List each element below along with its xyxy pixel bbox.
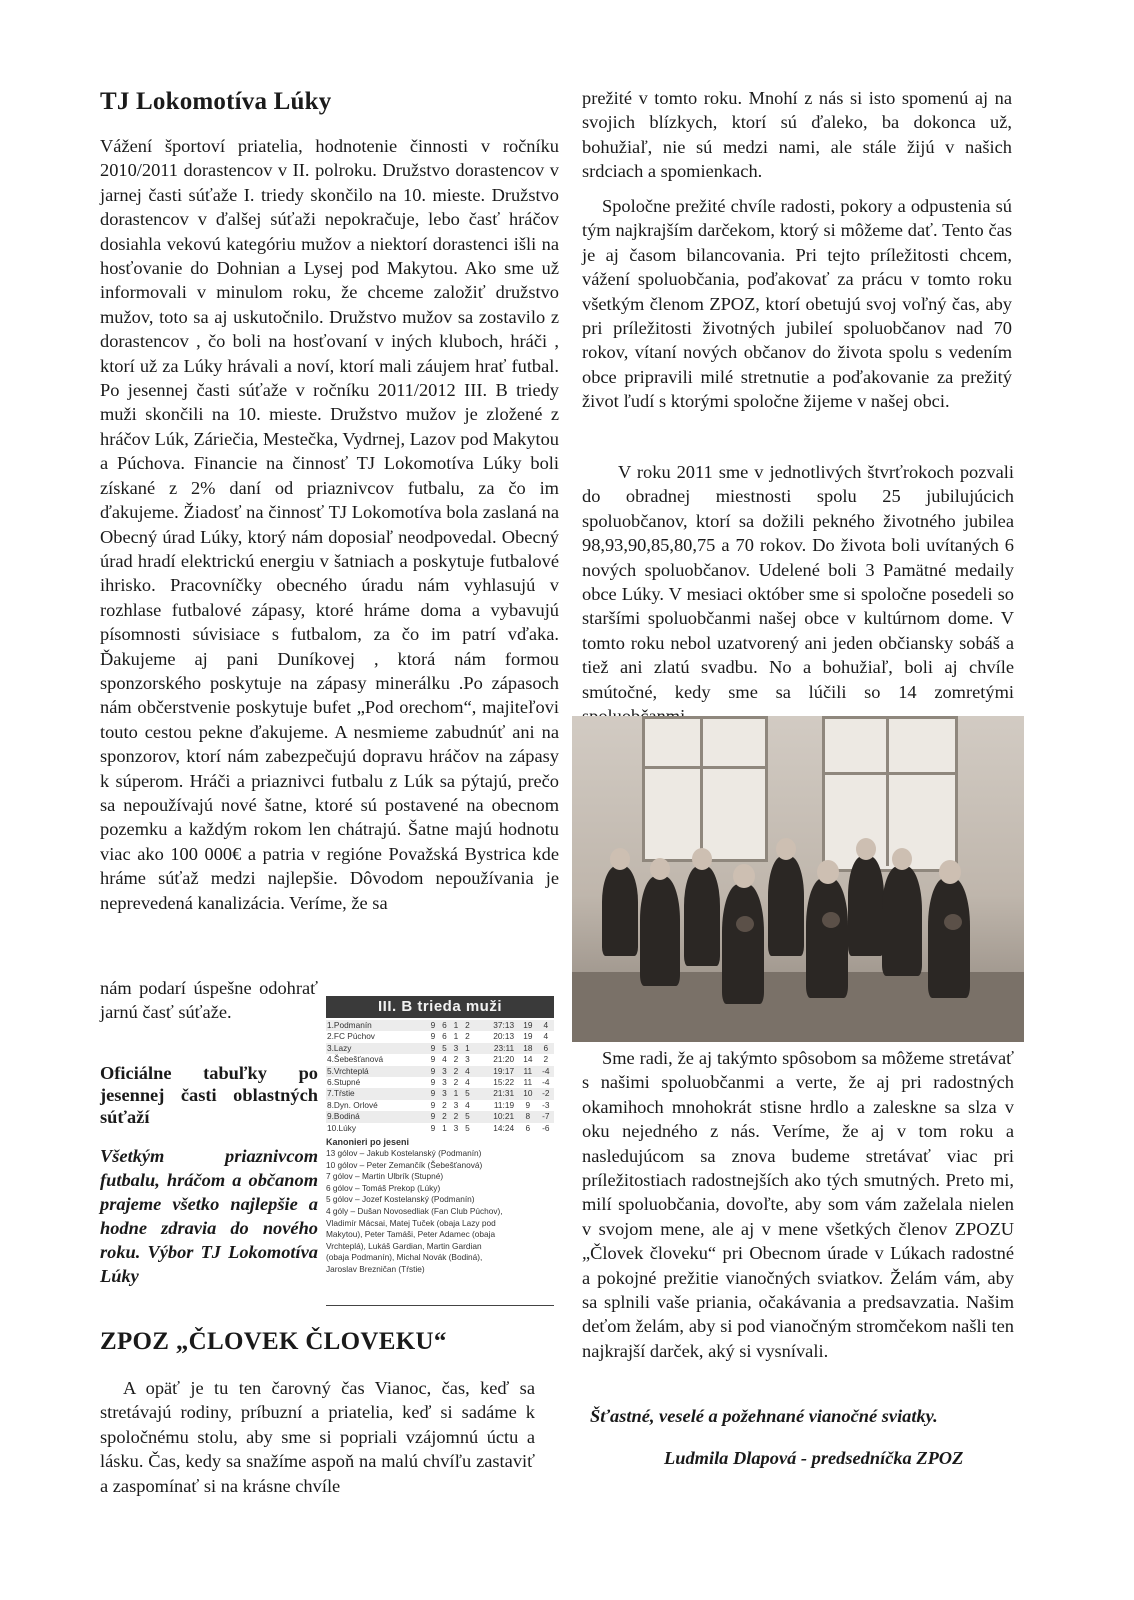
goal-score: 21:20 [493, 1054, 515, 1065]
photo-head [650, 858, 670, 880]
photo-window-right [822, 716, 958, 872]
scorer-line: Makytou), Peter Tamáši, Peter Adamec (obaja [326, 1229, 496, 1240]
standings-row [326, 1077, 554, 1088]
sport-article-paragraph: Vážení športoví priatelia, hodnotenie činnosti v ročníku 2010/2011 dorastencov v II. polroku. Družstvo dorastencov v jarnej časti súťaže I. triedy skončilo na 10. mieste. Družstvo dorastencov v ďalšej súťaži nepokračuje, lebo časť hráčov dosiahla vekovú kategóriu mužov a niektorí dorastenci išli na hosťovanie do Dohnian a Lysej pod Makytou. Ako sme už informovali v minulom roku, že chceme založiť družstvo mužov, toto sa aj uskutočnilo. Družstvo mužov sa zostavilo z dorastencov , čo boli na hosťovaní v iných kluboch, hráči , ktorí už za Lúky hrávali a noví, ktorí mali záujem hrať futbal. Po jesennej časti súťaže v ročníku 2011/2012 III. B triedy muži skončili na 10. mieste. Družstvo mužov je zložené z hráčov Lúk, Záriečia, Mestečka, Vydrnej, Lazov pod Makytou a Púchova. Financie na činnosť TJ Lokomotíva Lúky boli získané z 2% daní od priaznivcov futbalu, za čo im ďakujeme. Žiadosť na činnosť TJ Lokomotíva bola zaslaná na Obecný úrad Lúky, ktorý nám doposiaľ neodpovedal. Obecný úrad hradí elektrickú energiu v šatniach a poskytuje futbalové ihrisko. Pracovníčky obecného úradu nám vyhlasujú v rozhlase futbalové zápasy, ktoré hráme doma a vybavujú písomnosti súvisiace s futbalom, za čo im patrí vďaka. Ďakujeme aj pani Duníkovej , ktorá nám formou sponzorského poskytuje na zápasy minerálku .Po zápasoch nám občerstvenie poskytuje bufet „Pod orechom“, majiteľovi touto cestou pekne ďakujeme. A nesmieme zabudnúť ani na sponzorov, ktorí nám zabezpečujú dopravu hráčov na zápasy k súperom. Hráči a priaznivci futbalu z Lúk sa pýtajú, prečo sa nepoužívajú nové šatne, ktoré sú postavené na obecnom pozemku a každým rokom len chátrajú. Šatne majú hodnotu viac ako 100 000€ a patria v regióne Považská Bystrica kde hráme súťaž medzi najlepšie. Dôvodom nepoužívania je neprevedená kanalizácia. Veríme, že sa [100, 136, 559, 913]
photo-head [692, 848, 712, 870]
photo-head [856, 838, 876, 860]
standings-row [326, 1031, 554, 1042]
standings-row [326, 1100, 554, 1111]
league-table-title: III. B trieda muži [326, 996, 554, 1018]
point-difference: -6 [542, 1122, 550, 1133]
draws: 1 [450, 1088, 462, 1099]
photo-bouquet [944, 914, 962, 930]
matches-played: 9 [427, 1111, 439, 1122]
photo-window-transom [642, 766, 768, 769]
wins: 6 [439, 1020, 451, 1031]
photo-window-mullion [886, 716, 889, 866]
points: 8 [518, 1111, 538, 1122]
matches-played: 9 [430, 1031, 436, 1042]
wins: 2 [439, 1111, 451, 1122]
point-difference: -2 [538, 1088, 554, 1099]
matches-played: 9 [430, 1099, 436, 1110]
zpoz-paragraph-2 [582, 194, 1012, 414]
points: 18 [518, 1043, 538, 1054]
point-difference: 4 [538, 1020, 554, 1031]
losses: 4 [462, 1066, 474, 1077]
wins: 3 [442, 1077, 447, 1088]
photo-head [733, 864, 755, 888]
team-name: 8.Dyn. Orlové [327, 1099, 378, 1110]
photo-window-transom [822, 772, 958, 775]
points: 9 [525, 1099, 531, 1110]
scorer-line: (obaja Podmanín), Michal Novák (Bodiná), [326, 1252, 483, 1263]
photo-bouquet [822, 912, 840, 928]
matches-played: 9 [430, 1122, 436, 1133]
team-name: 7.Tŕstie [326, 1088, 427, 1099]
scorer-line: 6 gólov – Tomáš Prekop (Lúky) [326, 1182, 441, 1193]
scorer-line: 4 góly – Dušan Novosedliak (Fan Club Púchov), [326, 1206, 503, 1217]
points: 10 [518, 1088, 538, 1099]
points: 14 [523, 1054, 533, 1065]
zpoz-paragraph-1: A opäť je tu ten čarovný čas Vianoc, čas, keď sa stretávajú rodiny, príbuzní a priatelia, keď si sadáme k spoločnému stolu, aby sme si popriali vzájomnú úctu a lásku. Čas, kedy sa snažíme aspoň na malú chvíľu zastaviť a zaspomínať si na krásne chvíle [100, 1378, 535, 1496]
photo-person [928, 878, 970, 998]
losses: 5 [462, 1088, 474, 1099]
top-scorers-title: Kanonieri po jeseni [326, 1137, 410, 1148]
team-name: 3.Lazy [326, 1043, 427, 1054]
zpoz-paragraph-3 [582, 460, 1014, 728]
matches-played: 9 [427, 1020, 439, 1031]
wins: 3 [439, 1088, 451, 1099]
standings-row [326, 1123, 554, 1134]
team-name: 9.Bodiná [326, 1111, 427, 1122]
losses: 4 [465, 1077, 470, 1088]
draws: 2 [453, 1054, 459, 1065]
team-name: 6.Stupné [327, 1077, 361, 1088]
clipping-divider [326, 1305, 554, 1306]
points: 19 [523, 1031, 533, 1042]
standings-row [326, 1111, 554, 1122]
scorer-line: 7 gólov – Martin Ulbrík (Stupné) [326, 1171, 444, 1182]
zpoz-article-intro [100, 1376, 535, 1498]
draws: 1 [453, 1031, 459, 1042]
photo-window-mullion [700, 716, 703, 856]
points: 6 [525, 1122, 531, 1133]
point-difference: -7 [538, 1111, 554, 1122]
standings-row [326, 1054, 554, 1065]
photo-window-left [642, 716, 768, 862]
team-name: 5.Vrchteplá [326, 1066, 427, 1077]
scorer-line: 10 gólov – Peter Zemančík (Šebešťanová) [326, 1159, 483, 1170]
point-difference: 6 [538, 1043, 554, 1054]
club-wishes: Všetkým priaznivcom futbalu, hráčom a občanom prajeme všetko najlepšie a hodne zdravia do nového roku. Výbor TJ Lokomotíva Lúky [100, 1146, 318, 1286]
point-difference: -4 [542, 1077, 550, 1088]
standings-row [326, 1043, 554, 1054]
goal-score: 19:17 [473, 1066, 518, 1077]
scorer-line: 5 gólov – Jozef Kostelanský (Podmanín) [326, 1194, 475, 1205]
sport-article-ending [100, 976, 318, 1025]
wins: 6 [442, 1031, 447, 1042]
standings-row [326, 1066, 554, 1077]
wins: 3 [439, 1066, 451, 1077]
wins: 5 [439, 1043, 451, 1054]
sport-article-title: TJ Lokomotíva Lúky [100, 88, 332, 115]
photo-person [768, 856, 804, 956]
zpoz-paragraph-3-text: V roku 2011 sme v jednotlivých štvrťrokoch pozvali do obradnej miestnosti spolu 25 jubilujúcich spoluobčanov, ktorí sa dožili pekného životného jubilea 98,93,90,85,80,75 a 70 rokov. Do života boli uvítaných 6 nových spoluobčanov. Udelené boli 3 Pamätné medaily obce Lúky. V mesiaci október sme si spoločne posedeli so staršími spoluobčanmi našej obce v kultúrnom dome. V tomto roku nebol uzatvorený ani jeden občiansky sobáš a tiež ani zlatú svadbu. No a bohužiaľ, boli aj chvíle smútočné, kedy sme sa lúčili so 14 zomretými [582, 462, 1014, 702]
group-photo [572, 716, 1024, 1042]
point-difference: -3 [542, 1099, 550, 1110]
photo-head [776, 838, 796, 860]
goal-score: 10:21 [473, 1111, 518, 1122]
point-difference: 2 [543, 1054, 549, 1065]
photo-head [939, 860, 961, 884]
photo-head [610, 848, 630, 870]
photo-person [602, 866, 638, 956]
scorer-line: Jaroslav Brezničan (Tŕstie) [326, 1264, 425, 1274]
draws: 3 [453, 1099, 459, 1110]
zpoz-paragraph-4 [582, 1046, 1014, 1363]
christmas-greeting: Šťastné, veselé a požehnané vianočné sviatky. [590, 1406, 938, 1426]
photo-person [882, 866, 922, 976]
team-name: 4.Šebešťanová [327, 1054, 384, 1065]
zpoz-article-title: ZPOZ „ČLOVEK ČLOVEKU“ [100, 1328, 447, 1355]
losses: 2 [465, 1031, 470, 1042]
goal-score: 23:11 [473, 1043, 518, 1054]
photo-head [892, 848, 912, 870]
losses: 4 [465, 1099, 470, 1110]
goal-score: 15:22 [493, 1077, 515, 1088]
author-signature: Ludmila Dlapová - predsedníčka ZPOZ [664, 1448, 964, 1468]
matches-played: 9 [430, 1077, 436, 1088]
losses: 1 [462, 1043, 474, 1054]
league-table-clipping [326, 996, 554, 1306]
photo-person [640, 876, 680, 986]
photo-bouquet [736, 916, 754, 932]
zpoz-paragraph-1-continued [582, 86, 1012, 184]
zpoz-paragraph-1-cont-text: prežité v tomto roku. Mnohí z nás si isto spomenú aj na svojich blízkych, ktorí sú ďaleko, ba dokonca už, bohužiaľ, nie sú medzi nami, ale stále žijú v našich srdciach a spomienkach. [582, 88, 1012, 182]
wins: 4 [442, 1054, 447, 1065]
losses: 5 [462, 1111, 474, 1122]
points: 11 [523, 1077, 533, 1088]
point-difference: 4 [543, 1031, 549, 1042]
wins: 1 [442, 1122, 447, 1133]
wins: 2 [442, 1099, 447, 1110]
points: 11 [518, 1066, 538, 1077]
zpoz-paragraph-2-text: Spoločne prežité chvíle radosti, pokory a odpustenia sú tým najkrajším darčekom, ktorý si môžeme dať. Tento čas je aj časom bilancovania. Pri tejto príležitosti chcem, vážení spoluobčania, poďakovať za prácu v tomto roku všetkým členom ZPOZ, ktorí obetujú svoj voľný čas, aby pri príležitosti životných jubileí spoluobčanov nad 70 rokov, vítaní nových občanov do života spolu s vedením obce pripravili milé stretnutie a poďakovanie za prežitý život ľudí s ktorými spoločne žijeme v našej obci. [582, 196, 1012, 412]
goal-score: 20:13 [493, 1031, 515, 1042]
team-name: 2.FC Púchov [327, 1031, 375, 1042]
goal-score: 11:19 [493, 1099, 515, 1110]
photo-person [806, 878, 848, 998]
matches-played: 9 [430, 1054, 436, 1065]
team-name: 1.Podmanín [326, 1020, 427, 1031]
matches-played: 9 [427, 1088, 439, 1099]
photo-person [684, 866, 720, 966]
sport-article-paragraph-end: nám podarí úspešne odohrať jarnú časť súťaže. [100, 978, 318, 1023]
standings-row [326, 1088, 554, 1099]
photo-person [848, 856, 884, 956]
team-name: 10.Lúky [327, 1122, 357, 1133]
scorer-line: 13 gólov – Jakub Kostelanský (Podmanín) [326, 1148, 482, 1159]
draws: 3 [453, 1122, 459, 1133]
point-difference: -4 [538, 1066, 554, 1077]
matches-played: 9 [427, 1066, 439, 1077]
draws: 2 [450, 1111, 462, 1122]
losses: 2 [462, 1020, 474, 1031]
league-standings-table [326, 1020, 554, 1134]
draws: 1 [450, 1020, 462, 1031]
scorer-line: Vladimír Mácsai, Matej Tuček (obaja Lazy pod [326, 1217, 496, 1228]
draws: 2 [450, 1066, 462, 1077]
photo-person [722, 884, 764, 1004]
goal-score: 14:24 [493, 1122, 515, 1133]
losses: 5 [465, 1122, 470, 1133]
official-tables-heading: Oficiálne tabuľky po jesennej časti oblastných súťaží [100, 1063, 318, 1127]
scorer-line: Vrchteplá), Lukáš Gardian, Martin Gardian [326, 1240, 482, 1251]
top-scorers-list [326, 1148, 554, 1276]
draws: 2 [453, 1077, 459, 1088]
draws: 3 [450, 1043, 462, 1054]
sport-article-body [100, 134, 559, 915]
losses: 3 [465, 1054, 470, 1065]
standings-row [326, 1020, 554, 1031]
matches-played: 9 [427, 1043, 439, 1054]
zpoz-paragraph-4-text: Sme radi, že aj takýmto spôsobom sa môžeme stretávať s našimi spoluobčanmi a verte, že aj pri radostných okamihoch mnohokrát stisne hrdlo a zaleskne sa slza v oku nejedného z nás. Veríme, že aj v tom roku a nasledujúcom sa znova budeme stretávať viac pri príležitostiach radostnejších ako tých smutných. Preto mi, milí spoluobčania, dovoľte, aby som vám zaželala nielen v svojom mene, ale aj v mene všetkých členov ZPOZU „Človek človeku“ pri Obecnom úrade v Lúkach radostné a pokojné prežitie vianočných sviatkov. Želám vám, aby sa splnili vaše priania, očakávania a predsavzatia. Našim deťom želám, aby si pod vianočným stromčekom našli ten najkrajší darček, aký si vysnívali. [582, 1048, 1014, 1361]
points: 19 [518, 1020, 538, 1031]
photo-head [817, 860, 839, 884]
goal-score: 21:31 [473, 1088, 518, 1099]
goal-score: 37:13 [473, 1020, 518, 1031]
